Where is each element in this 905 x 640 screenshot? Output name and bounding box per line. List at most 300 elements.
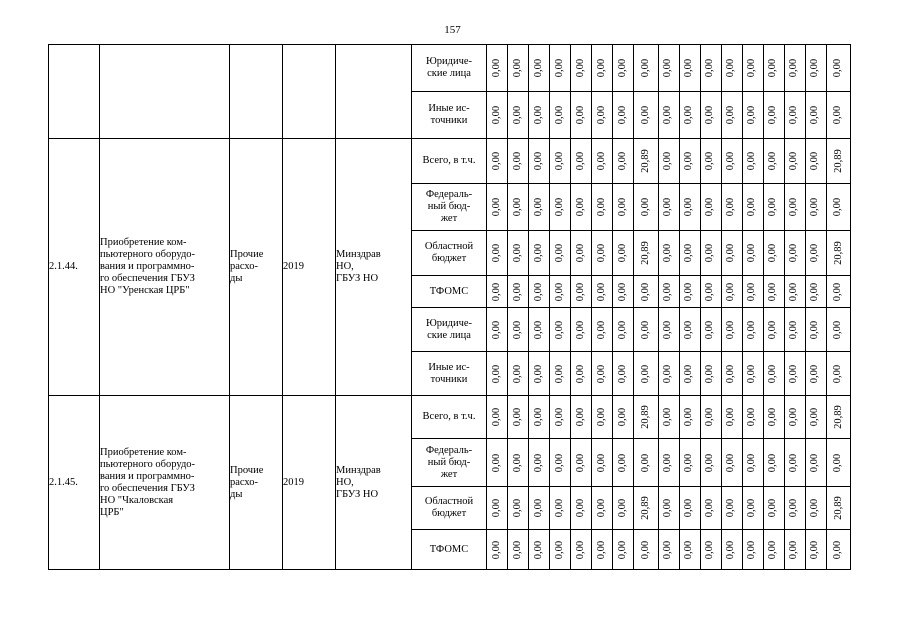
value-text: 0,00	[725, 320, 737, 339]
value-text: 0,00	[704, 197, 716, 217]
value-cell	[805, 92, 826, 139]
value-text: 0,00	[575, 540, 586, 559]
value-text: 0,00	[512, 498, 523, 518]
value-text: 0,00	[617, 407, 628, 427]
value-text: 0,00	[683, 282, 695, 301]
value-text: 0,00	[512, 58, 523, 78]
value-text: 0,00	[491, 197, 502, 217]
value-text: 0,00	[832, 105, 844, 125]
value-cell	[784, 92, 805, 139]
value-text: 0,00	[788, 243, 800, 263]
value-cell	[592, 184, 613, 231]
value-text: 0,00	[639, 540, 651, 559]
value-cell	[508, 439, 529, 487]
value-cell	[763, 139, 784, 184]
value-text: 0,00	[746, 58, 758, 78]
value-cell	[679, 308, 700, 352]
value-text: 0,00	[725, 105, 737, 125]
value-text: 0,00	[512, 151, 523, 171]
value-text: 0,00	[533, 282, 544, 301]
value-cell	[613, 396, 634, 439]
value-cell	[529, 487, 550, 530]
value-text: 20,89	[639, 405, 651, 429]
value-cell	[592, 45, 613, 92]
value-text: 0,00	[683, 498, 695, 518]
value-cell	[634, 352, 659, 396]
value-cell	[487, 396, 508, 439]
value-text: 0,00	[704, 540, 716, 559]
table-body	[49, 45, 851, 570]
value-text: 0,00	[662, 151, 674, 171]
value-text: 0,00	[725, 407, 737, 427]
value-cell	[700, 92, 721, 139]
value-text: 0,00	[767, 197, 779, 217]
value-text: 0,00	[662, 197, 674, 217]
value-text: 0,00	[491, 540, 502, 559]
value-cell	[658, 530, 679, 570]
value-text: 0,00	[746, 197, 758, 217]
value-cell	[679, 184, 700, 231]
value-text: 0,00	[512, 320, 523, 339]
value-cell	[721, 92, 742, 139]
value-text: 0,00	[512, 243, 523, 263]
value-text: 0,00	[683, 540, 695, 559]
value-cell	[679, 396, 700, 439]
value-cell	[742, 487, 763, 530]
value-text: 0,00	[809, 320, 821, 339]
value-cell	[742, 352, 763, 396]
value-cell	[613, 231, 634, 276]
value-cell	[550, 530, 571, 570]
value-cell	[721, 45, 742, 92]
value-text: 0,00	[662, 453, 674, 472]
value-text: 0,00	[746, 282, 758, 301]
value-cell	[784, 487, 805, 530]
value-cell	[742, 276, 763, 308]
value-cell	[634, 92, 659, 139]
value-text: 0,00	[788, 498, 800, 518]
value-text: 0,00	[767, 407, 779, 427]
value-cell	[592, 276, 613, 308]
value-cell	[508, 92, 529, 139]
value-cell	[763, 396, 784, 439]
value-text: 0,00	[533, 151, 544, 171]
value-text: 0,00	[662, 105, 674, 125]
value-text: 20,89	[832, 405, 844, 429]
value-text: 0,00	[596, 320, 607, 339]
value-cell	[805, 396, 826, 439]
value-text: 0,00	[788, 151, 800, 171]
value-text: 0,00	[596, 453, 607, 472]
value-text: 0,00	[596, 58, 607, 78]
value-text: 0,00	[809, 453, 821, 472]
value-text: 0,00	[767, 320, 779, 339]
funding-source-cell: Юридиче- ские лица	[412, 308, 487, 352]
value-text: 0,00	[596, 540, 607, 559]
funding-source-cell: Областной бюджет	[412, 487, 487, 530]
value-text: 0,00	[704, 364, 716, 383]
value-text: 0,00	[662, 243, 674, 263]
value-text: 0,00	[788, 105, 800, 125]
value-cell	[550, 231, 571, 276]
value-text: 0,00	[809, 197, 821, 217]
value-text: 0,00	[554, 151, 565, 171]
value-cell	[700, 308, 721, 352]
budget-table	[48, 44, 851, 570]
value-text: 0,00	[725, 151, 737, 171]
value-text: 0,00	[491, 407, 502, 427]
value-text: 0,00	[683, 364, 695, 383]
value-text: 0,00	[809, 105, 821, 125]
value-cell	[721, 231, 742, 276]
value-cell	[742, 184, 763, 231]
value-text: 0,00	[554, 407, 565, 427]
value-cell	[826, 487, 851, 530]
value-text: 0,00	[662, 407, 674, 427]
value-cell	[634, 530, 659, 570]
value-text: 0,00	[617, 282, 628, 301]
value-cell	[487, 45, 508, 92]
value-text: 0,00	[575, 453, 586, 472]
value-text: 0,00	[704, 243, 716, 263]
year-cell: 2019	[283, 396, 336, 570]
page-number: 157	[444, 24, 461, 36]
value-cell	[658, 352, 679, 396]
value-cell	[634, 487, 659, 530]
year-cell: 2019	[283, 139, 336, 396]
value-text: 0,00	[683, 151, 695, 171]
value-cell	[679, 45, 700, 92]
value-text: 0,00	[617, 58, 628, 78]
value-cell	[487, 139, 508, 184]
value-cell	[529, 396, 550, 439]
value-cell	[613, 92, 634, 139]
value-cell	[571, 139, 592, 184]
value-cell	[487, 184, 508, 231]
value-text: 0,00	[767, 540, 779, 559]
value-text: 0,00	[512, 407, 523, 427]
value-cell	[742, 439, 763, 487]
value-cell	[550, 45, 571, 92]
value-cell	[571, 45, 592, 92]
value-cell	[700, 352, 721, 396]
funding-source-cell: ТФОМС	[412, 530, 487, 570]
value-cell	[700, 231, 721, 276]
value-text: 0,00	[662, 540, 674, 559]
value-cell	[508, 396, 529, 439]
value-text: 0,00	[662, 58, 674, 78]
value-text: 0,00	[512, 453, 523, 472]
value-cell	[592, 530, 613, 570]
funding-source-cell: Иные ис- точники	[412, 92, 487, 139]
value-text: 0,00	[596, 364, 607, 383]
value-text: 0,00	[554, 58, 565, 78]
value-cell	[508, 487, 529, 530]
value-text: 0,00	[639, 58, 651, 78]
value-cell	[700, 139, 721, 184]
value-text: 0,00	[704, 498, 716, 518]
value-text: 0,00	[662, 320, 674, 339]
value-cell	[508, 45, 529, 92]
value-cell	[826, 139, 851, 184]
table-row	[49, 396, 851, 439]
value-cell	[592, 396, 613, 439]
value-text: 0,00	[596, 282, 607, 301]
value-cell	[742, 231, 763, 276]
value-cell	[508, 530, 529, 570]
value-text: 0,00	[683, 105, 695, 125]
value-cell	[634, 276, 659, 308]
value-text: 0,00	[725, 243, 737, 263]
value-cell	[658, 276, 679, 308]
value-text: 0,00	[767, 453, 779, 472]
value-text: 0,00	[533, 407, 544, 427]
value-text: 0,00	[491, 364, 502, 383]
value-text: 0,00	[767, 364, 779, 383]
value-text: 0,00	[662, 282, 674, 301]
value-text: 0,00	[746, 498, 758, 518]
value-cell	[592, 231, 613, 276]
value-text: 20,89	[832, 149, 844, 173]
value-text: 0,00	[704, 151, 716, 171]
table-row	[49, 139, 851, 184]
value-text: 0,00	[809, 407, 821, 427]
funding-source-cell: Федераль- ный бюд- жет	[412, 184, 487, 231]
value-text: 20,89	[832, 241, 844, 265]
value-cell	[700, 530, 721, 570]
value-cell	[613, 184, 634, 231]
value-text: 0,00	[767, 243, 779, 263]
value-cell	[742, 139, 763, 184]
value-cell	[826, 92, 851, 139]
value-cell	[550, 92, 571, 139]
value-text: 0,00	[512, 197, 523, 217]
value-cell	[784, 530, 805, 570]
value-text: 0,00	[683, 243, 695, 263]
value-cell	[571, 352, 592, 396]
value-text: 0,00	[639, 105, 651, 125]
value-cell	[487, 352, 508, 396]
value-cell	[826, 308, 851, 352]
value-cell	[721, 352, 742, 396]
value-cell	[784, 439, 805, 487]
funding-source-cell: Юридиче- ские лица	[412, 45, 487, 92]
value-text: 0,00	[746, 151, 758, 171]
value-cell	[700, 45, 721, 92]
value-cell	[550, 308, 571, 352]
value-text: 0,00	[746, 364, 758, 383]
value-text: 0,00	[554, 105, 565, 125]
value-text: 0,00	[596, 105, 607, 125]
value-cell	[529, 45, 550, 92]
value-text: 0,00	[617, 540, 628, 559]
value-text: 0,00	[746, 105, 758, 125]
value-text: 0,00	[704, 407, 716, 427]
value-cell	[571, 439, 592, 487]
value-cell	[658, 396, 679, 439]
value-cell	[805, 231, 826, 276]
value-cell	[679, 139, 700, 184]
value-text: 0,00	[639, 320, 651, 339]
value-cell	[805, 184, 826, 231]
value-cell	[805, 139, 826, 184]
value-cell	[805, 276, 826, 308]
value-cell	[571, 530, 592, 570]
value-text: 0,00	[725, 453, 737, 472]
value-cell	[550, 184, 571, 231]
year-cell	[283, 45, 336, 139]
value-text: 0,00	[832, 540, 844, 559]
value-text: 0,00	[725, 540, 737, 559]
value-text: 0,00	[533, 540, 544, 559]
value-cell	[550, 352, 571, 396]
value-cell	[805, 45, 826, 92]
value-cell	[700, 396, 721, 439]
value-text: 0,00	[491, 282, 502, 301]
table-row	[49, 45, 851, 92]
value-cell	[571, 487, 592, 530]
expense-type-cell	[230, 45, 283, 139]
value-text: 0,00	[683, 453, 695, 472]
value-cell	[805, 352, 826, 396]
value-text: 0,00	[575, 407, 586, 427]
value-text: 0,00	[533, 243, 544, 263]
expense-type-cell: Прочие расхо- ды	[230, 139, 283, 396]
value-text: 0,00	[491, 151, 502, 171]
value-cell	[508, 276, 529, 308]
value-text: 0,00	[533, 364, 544, 383]
value-cell	[742, 530, 763, 570]
value-text: 0,00	[554, 453, 565, 472]
value-text: 20,89	[639, 241, 651, 265]
value-text: 0,00	[554, 197, 565, 217]
value-text: 0,00	[809, 243, 821, 263]
value-cell	[658, 308, 679, 352]
value-text: 0,00	[575, 282, 586, 301]
value-cell	[529, 276, 550, 308]
value-cell	[487, 276, 508, 308]
value-cell	[826, 184, 851, 231]
value-cell	[784, 231, 805, 276]
value-cell	[508, 184, 529, 231]
value-cell	[658, 487, 679, 530]
value-cell	[592, 439, 613, 487]
value-text: 0,00	[554, 498, 565, 518]
value-text: 0,00	[533, 320, 544, 339]
value-text: 20,89	[832, 496, 844, 520]
value-cell	[529, 231, 550, 276]
value-cell	[763, 45, 784, 92]
value-text: 0,00	[533, 58, 544, 78]
value-cell	[742, 92, 763, 139]
value-cell	[613, 352, 634, 396]
value-text: 0,00	[491, 243, 502, 263]
value-cell	[721, 276, 742, 308]
value-cell	[721, 439, 742, 487]
value-cell	[826, 352, 851, 396]
value-cell	[700, 439, 721, 487]
funding-source-cell: Иные ис- точники	[412, 352, 487, 396]
value-cell	[826, 530, 851, 570]
value-text: 0,00	[575, 243, 586, 263]
value-text: 0,00	[788, 197, 800, 217]
value-text: 0,00	[725, 282, 737, 301]
item-number-cell: 2.1.44.	[49, 139, 100, 396]
value-text: 0,00	[554, 364, 565, 383]
value-text: 0,00	[617, 197, 628, 217]
value-text: 0,00	[683, 407, 695, 427]
value-text: 0,00	[704, 453, 716, 472]
value-cell	[634, 139, 659, 184]
value-text: 0,00	[704, 105, 716, 125]
value-cell	[571, 184, 592, 231]
value-cell	[658, 45, 679, 92]
value-text: 0,00	[809, 364, 821, 383]
value-text: 0,00	[554, 243, 565, 263]
value-cell	[742, 396, 763, 439]
value-cell	[571, 308, 592, 352]
value-cell	[571, 231, 592, 276]
value-cell	[763, 308, 784, 352]
item-number-cell: 2.1.45.	[49, 396, 100, 570]
value-cell	[592, 308, 613, 352]
value-text: 0,00	[617, 243, 628, 263]
value-cell	[571, 276, 592, 308]
value-text: 0,00	[832, 282, 844, 301]
value-text: 20,89	[639, 149, 651, 173]
value-cell	[550, 139, 571, 184]
value-cell	[550, 487, 571, 530]
value-cell	[784, 396, 805, 439]
value-cell	[529, 184, 550, 231]
value-cell	[658, 184, 679, 231]
value-text: 0,00	[746, 453, 758, 472]
value-cell	[679, 487, 700, 530]
value-text: 0,00	[596, 407, 607, 427]
value-cell	[826, 231, 851, 276]
value-text: 0,00	[575, 364, 586, 383]
value-text: 0,00	[788, 407, 800, 427]
value-cell	[571, 92, 592, 139]
value-text: 0,00	[533, 105, 544, 125]
value-text: 0,00	[683, 58, 695, 78]
value-cell	[826, 396, 851, 439]
value-text: 0,00	[554, 540, 565, 559]
value-cell	[487, 439, 508, 487]
value-cell	[826, 45, 851, 92]
value-cell	[805, 530, 826, 570]
value-cell	[658, 139, 679, 184]
value-cell	[763, 92, 784, 139]
value-text: 0,00	[617, 498, 628, 518]
value-cell	[487, 308, 508, 352]
executor-cell	[336, 45, 412, 139]
value-cell	[826, 276, 851, 308]
value-text: 0,00	[533, 197, 544, 217]
value-cell	[529, 530, 550, 570]
value-text: 0,00	[596, 243, 607, 263]
value-cell	[634, 45, 659, 92]
funding-source-cell: Федераль- ный бюд- жет	[412, 439, 487, 487]
value-text: 0,00	[725, 364, 737, 383]
value-text: 0,00	[554, 282, 565, 301]
value-text: 0,00	[788, 320, 800, 339]
value-text: 0,00	[575, 58, 586, 78]
value-cell	[529, 92, 550, 139]
value-text: 0,00	[788, 540, 800, 559]
value-cell	[763, 487, 784, 530]
value-text: 0,00	[662, 364, 674, 383]
